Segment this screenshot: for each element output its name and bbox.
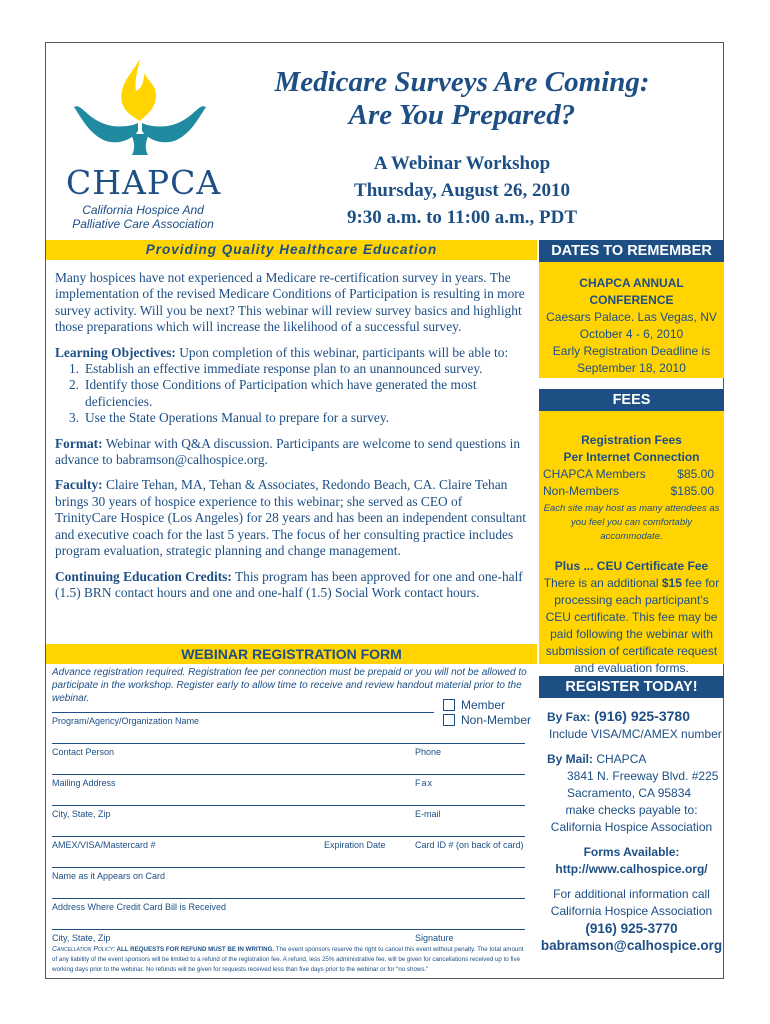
ce-paragraph xyxy=(55,569,527,602)
page-title xyxy=(228,66,696,132)
list-item xyxy=(55,377,527,410)
mail-label: By Mail: xyxy=(547,752,594,766)
tagline-bar: Providing Quality Healthcare Education xyxy=(46,240,537,260)
faculty-text: Claire Tehan, MA, Tehan & Associates, Redondo Beach, CA. Claire Tehan brings 30 years of hospice experience to this webinar; she served as CEO of TrinityCare Hospice (Los Angeles) for 28 years and has been an independent consultant and executive coach for the last 5 years. The focus of her consulting practice includes program evaluation, strategic planning and change management. xyxy=(55,477,527,559)
deadline-date: September 18, 2010 xyxy=(577,361,686,375)
conference-dates: October 4 - 6, 2010 xyxy=(579,327,684,341)
list-item xyxy=(55,410,527,426)
objectives-text: Upon completion of this webinar, participants will be able to: xyxy=(175,344,509,360)
format-label: Format: xyxy=(55,435,103,451)
address-field[interactable] xyxy=(52,774,525,775)
info-email[interactable]: babramson@calhospice.org xyxy=(540,938,723,953)
dates-heading: DATES TO REMEMBER xyxy=(539,240,724,262)
city-field[interactable] xyxy=(52,805,525,806)
cancellation-policy xyxy=(52,945,530,975)
logo-line2: Palliative Care Association xyxy=(72,217,214,231)
fax-number: (916) 925-3780 xyxy=(590,708,690,724)
fees-content xyxy=(539,432,724,677)
bill-city-field[interactable] xyxy=(52,929,525,930)
list-number: 2. xyxy=(68,377,79,393)
bill-address-field[interactable] xyxy=(52,898,525,899)
info-phone: (916) 925-3770 xyxy=(585,921,678,936)
phone-label: Phone xyxy=(415,747,442,757)
list-item xyxy=(55,361,527,377)
bill-address-label: Address Where Credit Card Bill is Received xyxy=(52,902,227,912)
faculty-label: Faculty: xyxy=(55,477,103,493)
info-line1: For additional information call xyxy=(553,887,710,901)
cancel-bold: ALL REQUESTS FOR REFUND MUST BE IN WRITING. xyxy=(114,946,275,953)
form-heading: WEBINAR REGISTRATION FORM xyxy=(46,644,537,664)
ceu-text xyxy=(539,575,724,677)
fees-heading: FEES xyxy=(539,389,724,411)
ce-text: This program has been approved for one and one-half (1.5) BRN contact hours and one and one-half (1.5) Social Work contact hours. xyxy=(55,568,523,600)
list-text: Identify those Conditions of Participation which have generated the most deficiencies. xyxy=(85,377,477,409)
logo-line1: California Hospice And xyxy=(82,203,204,217)
city-label: City, State, Zip xyxy=(52,809,111,819)
objectives-list xyxy=(55,361,527,427)
format-paragraph xyxy=(55,436,527,469)
ceu-amount: $15 xyxy=(661,576,682,590)
register-heading: REGISTER TODAY! xyxy=(539,676,724,698)
contact-label: Contact Person xyxy=(52,747,115,757)
dates-content xyxy=(539,275,724,377)
list-number: 3. xyxy=(68,410,79,426)
event-time: 9:30 a.m. to 11:00 a.m., PDT xyxy=(346,207,578,228)
fee-label: CHAPCA Members xyxy=(543,467,646,481)
faculty-paragraph xyxy=(55,477,527,559)
cancel-label: Cancellation Policy: xyxy=(52,946,115,953)
card-label: AMEX/VISA/Mastercard # xyxy=(52,840,156,850)
list-text: Establish an effective immediate response plan to an unannounced survey. xyxy=(85,361,483,377)
conference-name-2: CONFERENCE xyxy=(589,293,674,307)
org-label: Program/Agency/Organization Name xyxy=(52,716,200,726)
intro-paragraph: Many hospices have not experienced a Medicare re-certification survey in years. The implementation of the revised Medicare Conditions of Participation is resulting in more survey activity. Will you be next? This webinar will review survey basics and highlight those preparations which will increase the likelihood of a successful survey. xyxy=(55,270,525,335)
member-label: Member xyxy=(461,698,506,712)
mail-org: California Hospice Association xyxy=(550,820,713,834)
format-text: Webinar with Q&A discussion. Participants are welcome to send questions in advance to babramson@calhospice.org. xyxy=(55,435,521,468)
card-id-label: Card ID # (on back of card) xyxy=(415,840,524,850)
fees-subtitle: Per Internet Connection xyxy=(563,450,700,464)
forms-link[interactable]: http://www.calhospice.org/ xyxy=(555,862,708,876)
signature-label: Signature xyxy=(415,933,454,943)
form-intro: Advance registration required. Registration fee per connection must be prepaid or you will not be allowed to participate in the workshop. Register early to allow time to receive and review handout material prior to the webinar. xyxy=(52,667,527,704)
fee-amount: $185.00 xyxy=(670,484,714,498)
mail-city: Sacramento, CA 95834 xyxy=(567,786,692,800)
card-field[interactable] xyxy=(52,836,525,837)
fax-line xyxy=(539,708,724,726)
register-content xyxy=(539,708,724,954)
nonmember-checkbox[interactable] xyxy=(443,714,455,726)
event-date: Thursday, August 26, 2010 xyxy=(354,180,570,201)
conference-name: CHAPCA ANNUAL xyxy=(579,276,684,290)
chapca-logo xyxy=(60,55,220,235)
fax-label: By Fax: xyxy=(547,710,591,724)
fee-row-nonmember xyxy=(539,483,724,500)
deadline-label: Early Registration Deadline is xyxy=(552,344,711,358)
fee-label: Non-Members xyxy=(543,484,620,498)
mail-line xyxy=(539,751,724,768)
conference-venue: Caesars Palace. Las Vegas, NV xyxy=(546,310,717,324)
name-on-card-label: Name as it Appears on Card xyxy=(52,871,166,881)
nonmember-label: Non-Member xyxy=(461,713,532,727)
fax-label: Fax xyxy=(415,778,434,788)
title-line1: Medicare Surveys Are Coming: xyxy=(274,66,650,98)
info-line2: California Hospice Association xyxy=(550,904,713,918)
email-label: E-mail xyxy=(415,809,441,819)
name-on-card-field[interactable] xyxy=(52,867,525,868)
fee-row-member xyxy=(539,466,724,483)
logo-name: CHAPCA xyxy=(66,163,222,202)
cancel-text: The event sponsors reserve the right to cancel this event without penalty. The total amount of any liability of the event sponsors will be limited to a refund of the registration fee. A refund, less 25% administrative fee, will be given for cancellations received up to five working days prior to the webinar. No refunds will be given for requests received less than five days prior to the webinar or for “no shows.” xyxy=(52,946,524,973)
expiration-label: Expiration Date xyxy=(324,840,386,850)
list-number: 1. xyxy=(68,361,79,377)
objectives-label: Learning Objectives: xyxy=(55,344,176,360)
fee-amount: $85.00 xyxy=(677,467,714,481)
fees-title: Registration Fees xyxy=(581,433,682,447)
mail-payable: make checks payable to: xyxy=(565,803,698,817)
org-field[interactable] xyxy=(52,712,434,713)
ceu-post: fee for processing each participant’s CEU certificate. This fee may be paid following the webinar with submission of certificate request and evaluation forms. xyxy=(545,576,720,675)
fee-note: Each site may host as many attendees as you feel you can comfortably accommodate. xyxy=(543,503,720,542)
contact-field[interactable] xyxy=(52,743,525,744)
list-text: Use the State Operations Manual to prepare for a survey. xyxy=(85,410,390,426)
member-checkbox[interactable] xyxy=(443,699,455,711)
ceu-title: Plus ... CEU Certificate Fee xyxy=(554,559,709,573)
description-body xyxy=(55,270,527,610)
event-details xyxy=(228,150,696,231)
mail-street: 3841 N. Freeway Blvd. #225 xyxy=(567,769,719,783)
ceu-pre: There is an additional xyxy=(543,576,662,590)
fax-note: Include VISA/MC/AMEX number xyxy=(549,727,722,741)
title-line2: Are You Prepared? xyxy=(348,99,576,131)
bill-city-label: City, State, Zip xyxy=(52,933,111,943)
mail-name: CHAPCA xyxy=(593,752,647,766)
event-type: A Webinar Workshop xyxy=(373,153,551,174)
objectives-heading xyxy=(55,345,527,361)
forms-label: Forms Available: xyxy=(583,845,680,859)
address-label: Mailing Address xyxy=(52,778,116,788)
ce-label: Continuing Education Credits: xyxy=(55,568,232,584)
